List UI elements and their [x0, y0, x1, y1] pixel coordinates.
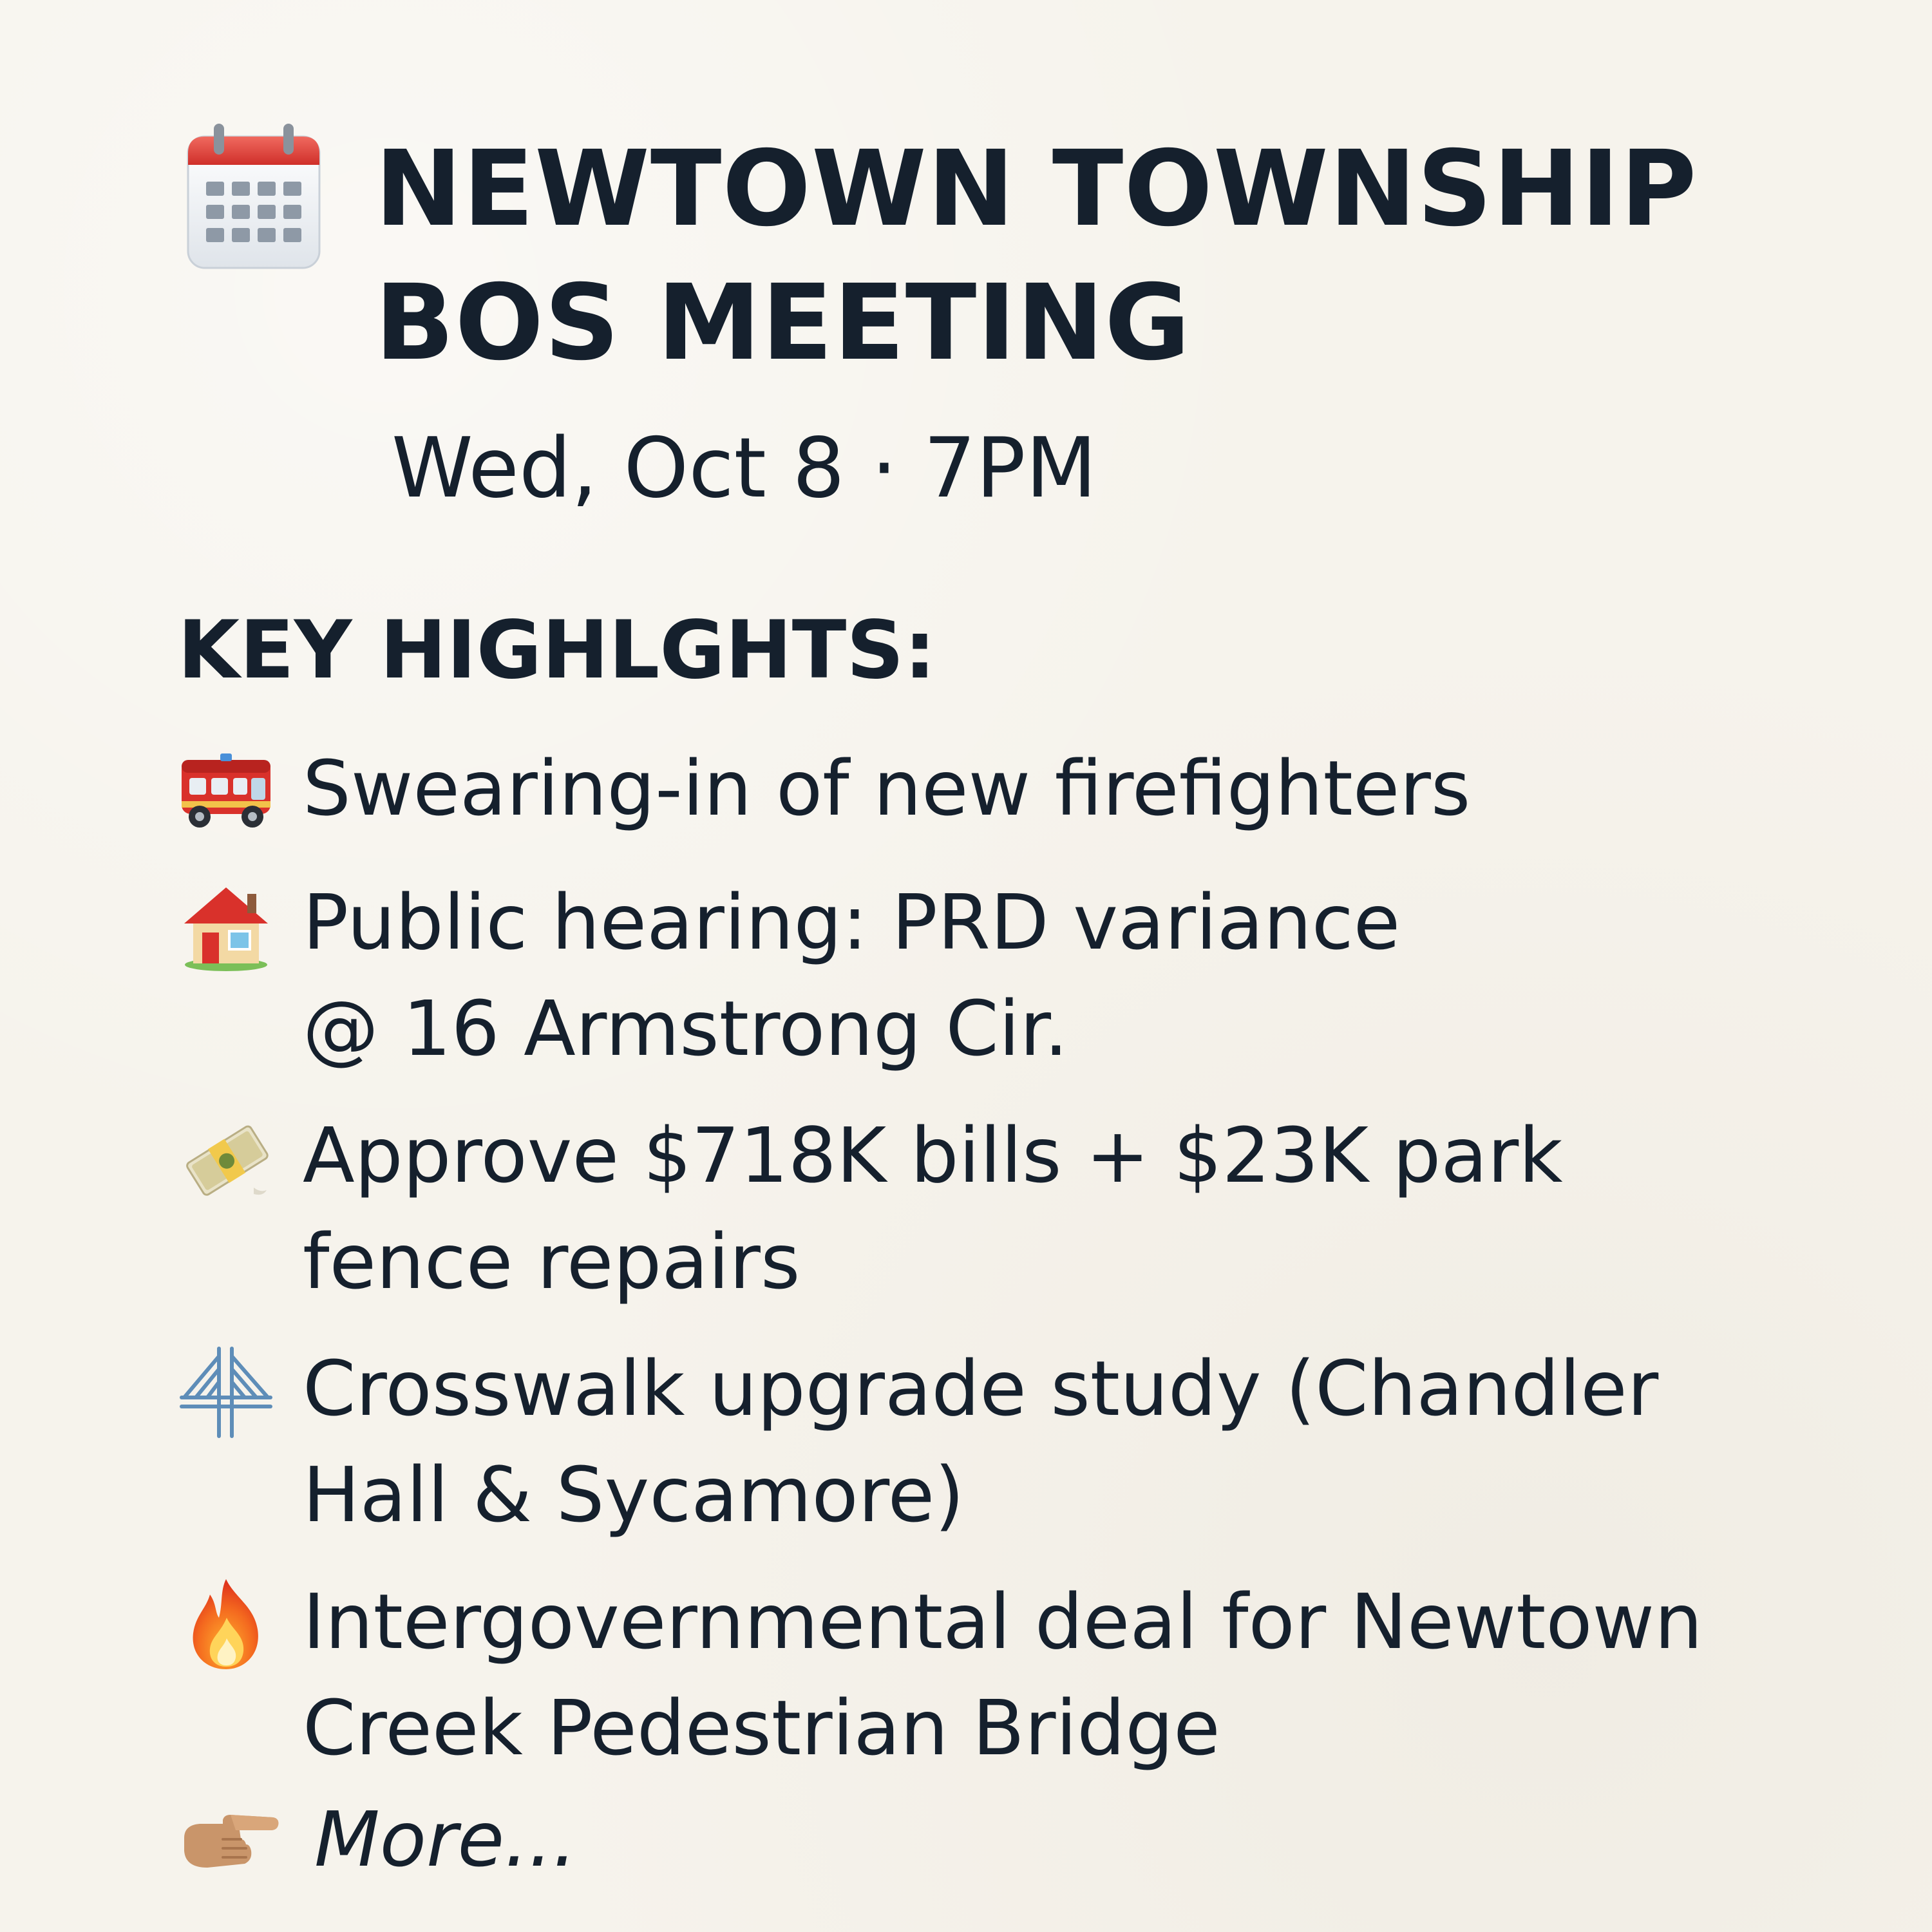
fire-icon	[178, 1575, 274, 1672]
highlight-line: Swearing-in of new firefighters	[303, 744, 1471, 833]
highlight-text	[303, 1336, 1658, 1548]
title-line-2: BOS MEETING	[375, 263, 1191, 384]
highlight-line: Approve $718K bills + $23K park	[303, 1111, 1563, 1200]
page-title	[375, 122, 1792, 390]
money-icon	[178, 1112, 274, 1208]
highlight-text	[303, 1103, 1563, 1315]
more-label[interactable]: More...	[314, 1795, 577, 1884]
highlight-line: Creek Pedestrian Bridge	[303, 1683, 1220, 1772]
highlight-text	[303, 735, 1470, 842]
bridge-icon	[178, 1343, 274, 1440]
highlight-line: Hall & Sycamore)	[303, 1450, 965, 1539]
highlight-text	[303, 869, 1400, 1082]
highlight-line: Public hearing: PRD variance	[303, 878, 1401, 967]
highlight-line: Crosswalk upgrade study (Chandler	[303, 1344, 1659, 1433]
calendar-icon	[184, 122, 323, 270]
fire-engine-icon	[178, 742, 274, 838]
house-icon	[178, 877, 274, 974]
pointing-hand-icon	[178, 1806, 281, 1883]
title-line-1: NEWTOWN TOWNSHIP	[375, 129, 1698, 250]
meeting-date: Wed, Oct 8 · 7PM	[392, 421, 1097, 516]
highlight-line: fence repairs	[303, 1217, 800, 1306]
highlight-line: Intergovernmental deal for Newtown	[303, 1577, 1703, 1666]
highlight-line: @ 16 Armstrong Cir.	[303, 984, 1068, 1073]
highlight-text	[303, 1569, 1703, 1781]
highlights-heading: KEY HIGHLGHTS:	[178, 604, 936, 697]
